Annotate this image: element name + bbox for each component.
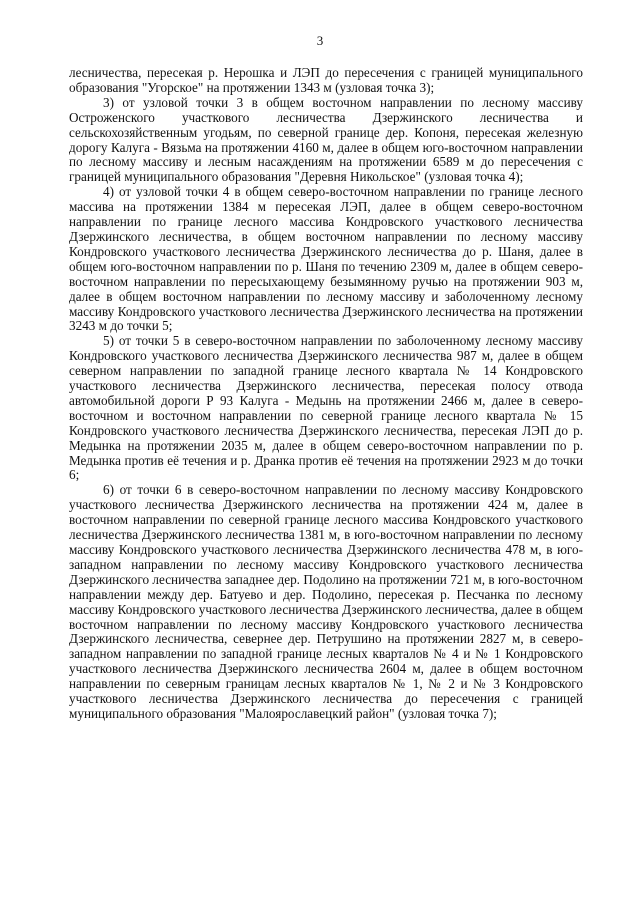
document-body (69, 66, 583, 722)
paragraph-item-6: 6) от точки 6 в северо-восточном направлении по лесному массиву Кондровского участкового лесничества Дзержинского лесничества на протяжении 424 м, далее в восточном направлении по северной границе лесного массива Кондровского участкового лесничества Дзержинского лесничества 1381 м, в юго-восточном направлении по лесному массиву Кондровского участкового лесничества Дзержинского лесничества 478 м, в юго-западном направлении по лесному массиву Кондровского участкового лесничества Дзержинского лесничества западнее дер. Подолино на протяжении 721 м, в юго-восточном направлении между дер. Батуево и дер. Подолино, пересекая р. Песчанка по лесному массиву Кондровского участкового лесничества Дзержинского лесничества, далее в общем восточном направлении по лесному массиву Кондровского участкового лесничества Дзержинского лесничества, севернее дер. Петрушино на протяжении 2827 м, в северо-западном направлении по западной границе лесных кварталов № 4 и № 1 Кондровского участкового лесничества Дзержинского лесничества 2604 м, далее в общем восточном направлении по северным границам лесных кварталов № 1, № 2 и № 3 Кондровского участкового лесничества Дзержинского лесничества до пересечения с границей муниципального образования "Малоярославецкий район" (узловая точка 7); (69, 482, 583, 721)
paragraph-item-5: 5) от точки 5 в северо-восточном направлении по заболоченному лесному массиву Кондровского участкового лесничества Дзержинского лесничества 987 м, далее в общем северном направлении по западной границе лесного квартала № 14 Кондровского участкового лесничества Дзержинского лесничества, пересекая полосу отвода автомобильной дороги Р 93 Калуга - Медынь на протяжении 2466 м, далее в северо-восточном и восточном направлении по северной границе лесного квартала № 15 Кондровского участкового лесничества Дзержинского лесничества, пересекая ЛЭП до р. Медынка на протяжении 2035 м, далее в общем северо-восточном направлении по р. Медынка против её течения и р. Дранка против её течения на протяжении 2923 м до точки 6; (69, 333, 583, 483)
paragraph-item-3: 3) от узловой точки 3 в общем восточном направлении по лесному массиву Остроженского участкового лесничества Дзержинского лесничества и сельскохозяйственным угодьям, по северной границе дер. Копоня, пересекая железную дорогу Калуга - Вязьма на протяжении 4160 м, далее в общем юго-восточном направлении по лесному массиву и лесным насаждениям на протяжении 6589 м до пересечения с границей муниципального образования "Деревня Никольское" (узловая точка 4); (69, 94, 583, 185)
paragraph-item-4: 4) от узловой точки 4 в общем северо-восточном направлении по границе лесного массива на протяжении 1384 м пересекая ЛЭП, далее в общем северо-восточном направлении по границе лесного массива Кондровского участкового лесничества Дзержинского лесничества, в общем восточном направлении по лесному массиву Кондровского участкового лесничества Дзержинского лесничества до р. Шаня, далее в общем юго-восточном направлении по р. Шаня по течению 2309 м, далее в общем северо-восточном направлении по пересыхающему безымянному ручью на протяжении 903 м, далее в общем восточном направлении по лесному массиву и заболоченному лесному массиву Кондровского участкового лесничества Дзержинского лесничества на протяжении 3243 м до точки 5; (69, 184, 583, 334)
paragraph-continuation: лесничества, пересекая р. Нерошка и ЛЭП до пересечения с границей муниципального образования "Угорское" на протяжении 1343 м (узловая точка 3); (69, 65, 583, 95)
page-number: 3 (316, 33, 324, 48)
